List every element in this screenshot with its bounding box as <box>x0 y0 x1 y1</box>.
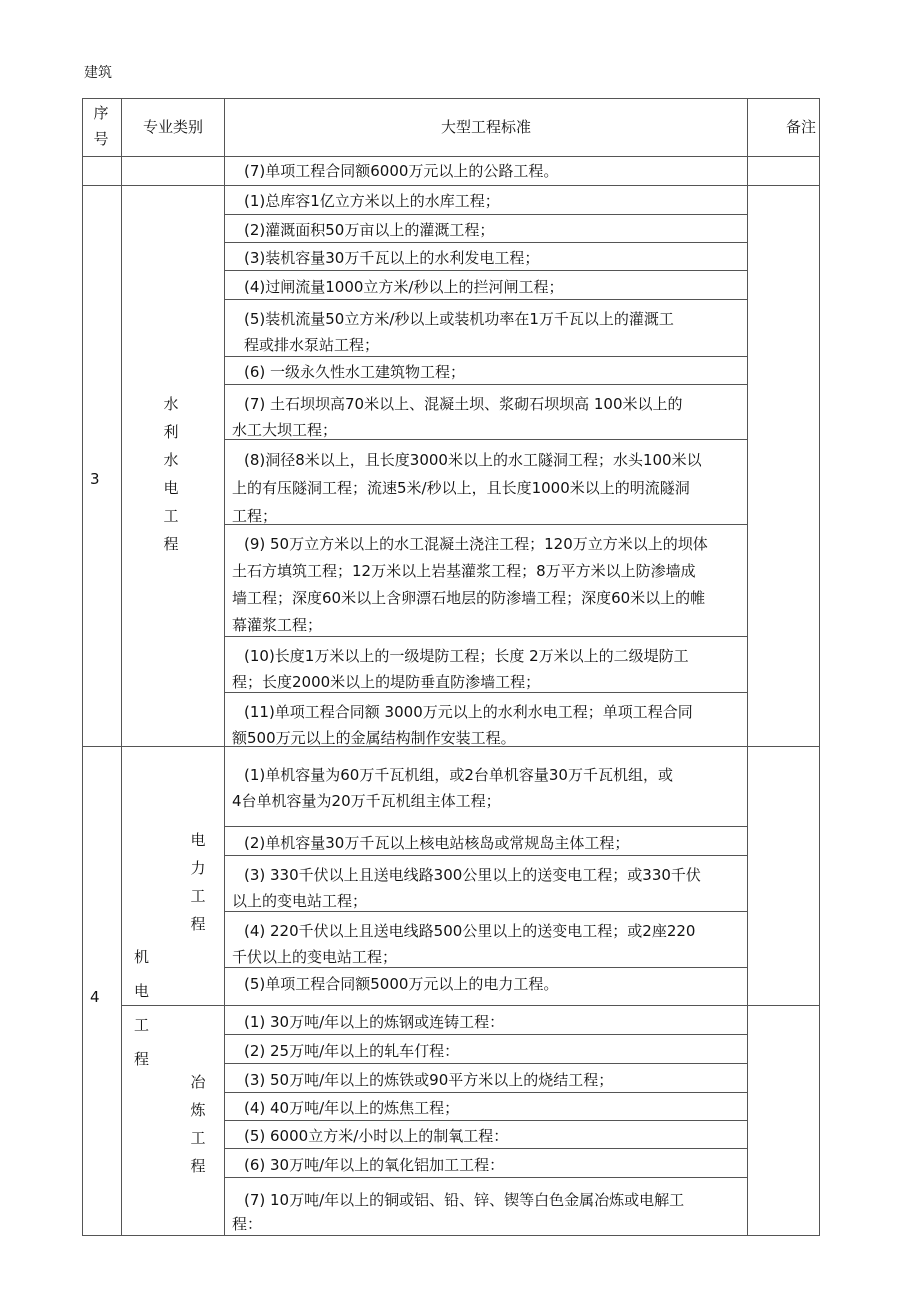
row-line <box>224 826 748 827</box>
section3-item-4: (4)过闸流量1000立方米/秒以上的拦河闸工程； <box>244 278 564 296</box>
header-standard: 大型工程标准 <box>440 118 531 136</box>
row-line <box>224 242 748 243</box>
page-header: 建筑 <box>84 65 112 81</box>
row-line <box>224 1177 748 1178</box>
sub1-item-3: (3) 330千伏以上且送电线路300公里以上的送变电工程；或330千伏以上的变电站工程； <box>232 866 701 910</box>
section3-item-9: (9) 50万立方米以上的水工混凝土浇注工程；120万立方米以上的坝体土石方填筑工程；12万米以上岩基灌浆工程；8万平方米以上防渗墙成墙工程；深度60米以上含卵漂石地层的防渗墙工程；深度60米以上的帷幕灌浆工程； <box>232 535 708 634</box>
row-line <box>224 299 748 300</box>
sub1-item-2: (2)单机容量30万千瓦以上核电站核岛或常规岛主体工程； <box>244 834 630 852</box>
sub1-item-5: (5)单项工程合同额5000万元以上的电力工程。 <box>244 975 559 993</box>
top-row-item: (7)单项工程合同额6000万元以上的公路工程。 <box>244 162 559 180</box>
section3-item-8: (8)洞径8米以上，且长度3000米以上的水工隧洞工程；水头100米以上的有压隧洞工程；流速5米/秒以上，且长度1000米以上的明流隧洞工程； <box>232 451 702 525</box>
row-line <box>224 1034 748 1035</box>
section3-item-3: (3)装机容量30万千瓦以上的水利发电工程； <box>244 249 540 267</box>
row-line <box>224 855 748 856</box>
table-line-sub-divider <box>121 1005 820 1006</box>
table-border-right <box>819 98 820 1236</box>
table-border-top <box>82 98 820 99</box>
row-line <box>224 1063 748 1064</box>
row-line <box>224 1092 748 1093</box>
sub2-item-2: (2) 25万吨/年以上的轧车仃程： <box>244 1042 460 1060</box>
table-line-col3 <box>747 98 748 1236</box>
row-line <box>224 384 748 385</box>
section3-no: 3 <box>90 470 100 488</box>
section3-item-11: (11)单项工程合同额 3000万元以上的水利水电工程；单项工程合同额500万元以上的金属结构制作安装工程。 <box>232 703 693 747</box>
row-line <box>224 270 748 271</box>
row-line <box>224 214 748 215</box>
table-line-col1 <box>121 98 122 1236</box>
sub1-name: 电力工程 <box>190 831 206 933</box>
section3-item-1: (1)总库容1亿立方米以上的水库工程； <box>244 192 500 210</box>
header-note: 备注 <box>786 118 817 136</box>
sub1-item-4: (4) 220千伏以上且送电线路500公里以上的送变电工程；或2座220千伏以上的变电站工程； <box>232 922 696 966</box>
sub2-item-1: (1) 30万吨/年以上的炼钢或连铸工程： <box>244 1013 505 1031</box>
table-line-sec3 <box>82 185 820 186</box>
row-line <box>224 1148 748 1149</box>
sub2-item-5: (5) 6000立方米/小时以上的制氧工程： <box>244 1127 509 1145</box>
table-line-col2 <box>224 98 225 1236</box>
header-no: 序号 <box>93 104 109 148</box>
sub1-item-1: (1)单机容量为60万千瓦机组，或2台单机容量30万千瓦机组，或4台单机容量为20万千瓦机组主体工程； <box>232 766 673 810</box>
sub2-item-3: (3) 50万吨/年以上的炼铁或90平方米以上的烧结工程； <box>244 1071 614 1089</box>
section3-item-10: (10)长度1万米以上的一级堤防工程；长度 2万米以上的二级堤防工程；长度2000米以上的堤防垂直防渗墙工程； <box>232 647 689 691</box>
header-category: 专业类别 <box>142 118 203 136</box>
section3-item-2: (2)灌溉面积50万亩以上的灌溉工程； <box>244 221 495 239</box>
table-line-header <box>82 156 820 157</box>
sub2-item-6: (6) 30万吨/年以上的氧化铝加工工程： <box>244 1156 505 1174</box>
section3-item-5: (5)装机流量50立方米/秒以上或装机功率在1万千瓦以上的灌溉工程或排水泵站工程； <box>244 310 674 354</box>
table-border-left <box>82 98 83 1236</box>
sub2-item-7: (7) 10万吨/年以上的铜或铝、铅、锌、锲等白色金属冶炼或电解工程： <box>232 1191 685 1233</box>
section3-item-6: (6) 一级永久性水工建筑物工程； <box>244 363 466 381</box>
sub2-item-4: (4) 40万吨/年以上的炼焦工程； <box>244 1099 460 1117</box>
section4-no: 4 <box>90 988 100 1006</box>
section4-category-text: 机电工程 <box>134 948 150 1068</box>
row-line <box>224 1120 748 1121</box>
sub2-name: 冶炼工程 <box>190 1073 206 1175</box>
section3-category: 水利水电工程 <box>163 395 179 553</box>
section3-item-7: (7) 土石坝坝高70米以上、混凝土坝、浆砌石坝坝高 100米以上的水工大坝工程； <box>232 395 683 439</box>
